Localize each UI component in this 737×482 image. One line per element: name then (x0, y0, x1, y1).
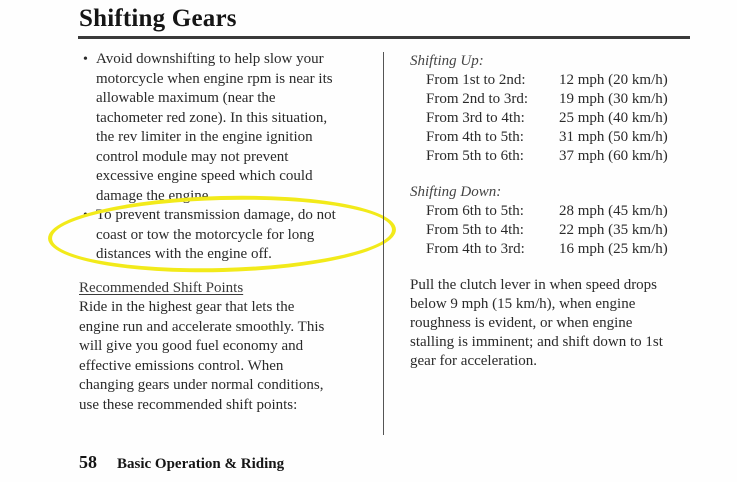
table-row (410, 71, 705, 90)
bullet-icon: • (83, 52, 88, 67)
right-column (410, 52, 705, 371)
shifting-down-heading: Shifting Down: (410, 184, 502, 200)
shift-range: From 6th to 5th: (426, 203, 524, 219)
table-row (410, 147, 705, 166)
table-row (410, 221, 705, 240)
shift-range: From 4th to 5th: (426, 129, 524, 145)
section-heading-shift-points: Recommended Shift Points (79, 279, 244, 296)
shifting-down-table (410, 202, 705, 259)
table-row (410, 109, 705, 128)
section-body-shift-points: Ride in the highest gear that lets the engine run and accelerate smoothly. This will give you good fuel economy and effective emissions control. When changing gears under normal conditions, use these recommended shift points: (79, 299, 325, 413)
bullet-text-downshift: Avoid downshifting to help slow your motorcycle when engine rpm is near its allowable maximum (near the tachometer red zone). In this situation, the rev limiter in the engine ignition control module may not prevent excessive engine speed which could damage the engine. (96, 51, 333, 204)
shift-speed: 28 mph (45 km/h) (559, 203, 668, 219)
left-column (79, 50, 379, 415)
shift-speed: 22 mph (35 km/h) (559, 222, 668, 238)
shift-range: From 5th to 6th: (426, 148, 524, 164)
shift-speed: 37 mph (60 km/h) (559, 148, 668, 164)
shifting-up-table (410, 71, 705, 166)
bullet-icon: • (83, 208, 88, 223)
shift-speed: 19 mph (30 km/h) (559, 91, 668, 107)
footer-section-title: Basic Operation & Riding (117, 456, 285, 472)
shift-speed: 16 mph (25 km/h) (559, 241, 668, 257)
page-footer (79, 452, 284, 473)
shift-range: From 4th to 3rd: (426, 241, 525, 257)
page-number: 58 (79, 452, 97, 472)
table-row (410, 240, 705, 259)
bullet-text-transmission: To prevent transmission damage, do not coast or tow the motorcycle for long distances with the engine off. (96, 207, 336, 262)
title-underline (78, 36, 690, 39)
table-row (410, 128, 705, 147)
shift-speed: 12 mph (20 km/h) (559, 72, 668, 88)
column-divider (383, 52, 384, 435)
shift-range: From 1st to 2nd: (426, 72, 526, 88)
shift-speed: 31 mph (50 km/h) (559, 129, 668, 145)
shifting-up-heading: Shifting Up: (410, 53, 484, 69)
shift-range: From 5th to 4th: (426, 222, 524, 238)
bullet-item (79, 50, 379, 206)
shift-range: From 3rd to 4th: (426, 110, 525, 126)
bullet-item (79, 206, 379, 265)
clutch-note: Pull the clutch lever in when speed drops below 9 mph (15 km/h), when engine roughness is evident, or when engine stalling is imminent; and shift down to 1st gear for acceleration. (410, 277, 663, 369)
table-row (410, 90, 705, 109)
spacer (410, 166, 705, 183)
shift-range: From 2nd to 3rd: (426, 91, 529, 107)
table-row (410, 202, 705, 221)
page-title: Shifting Gears (79, 5, 237, 32)
shift-speed: 25 mph (40 km/h) (559, 110, 668, 126)
